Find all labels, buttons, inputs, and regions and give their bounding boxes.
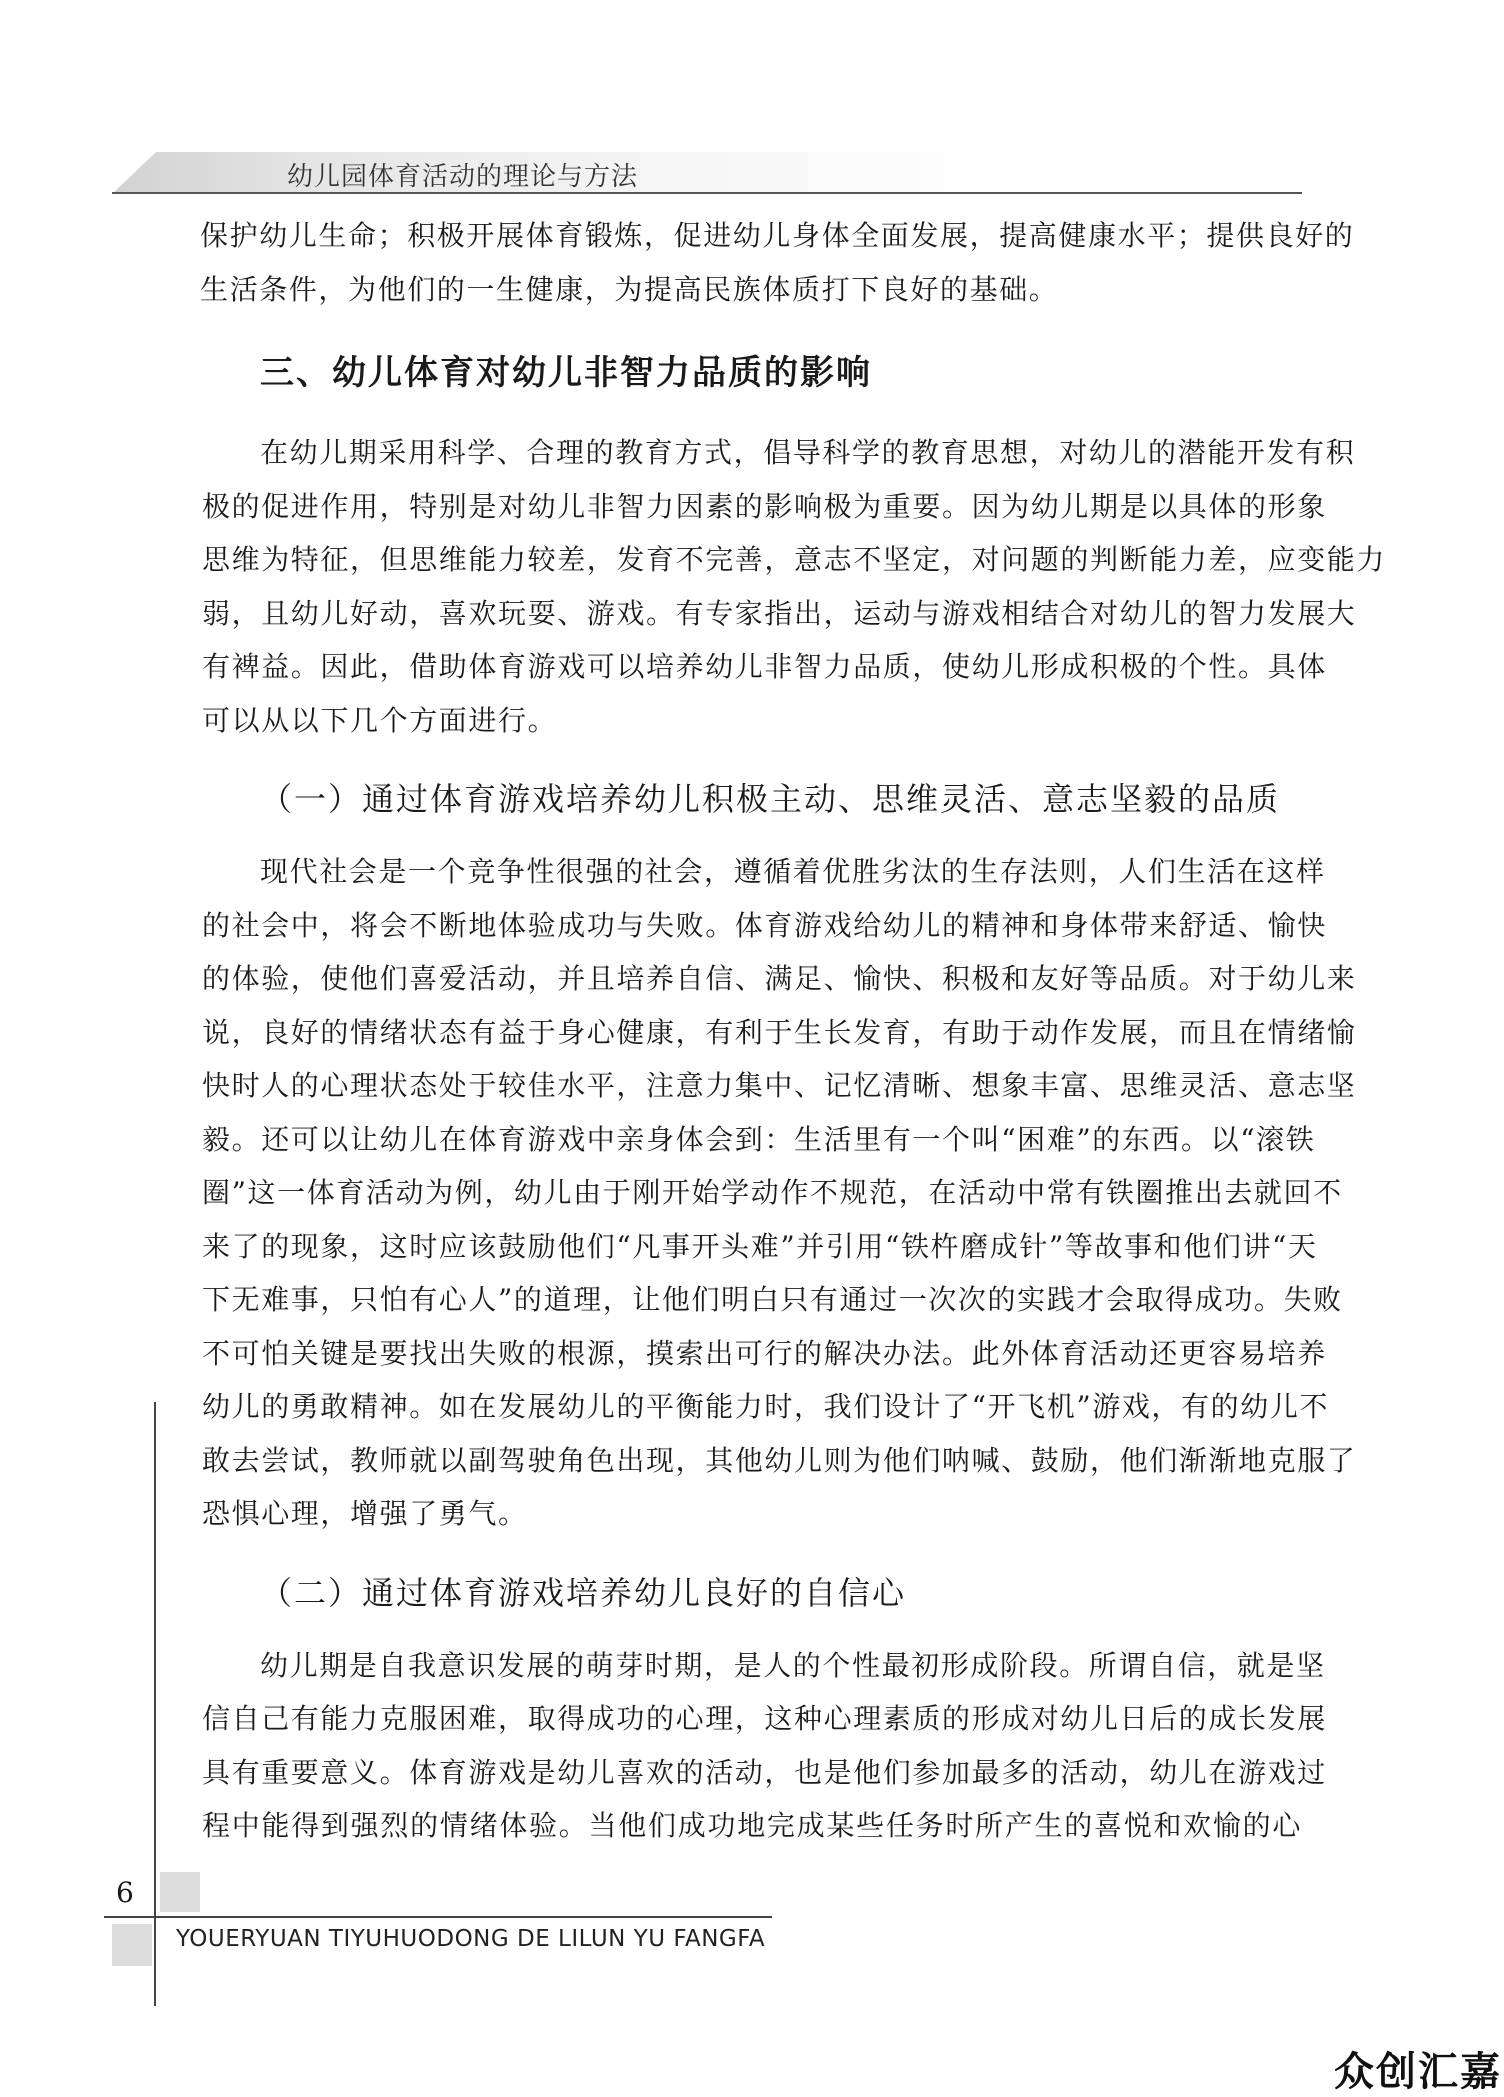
section-heading: 三、幼儿体育对幼儿非智力品质的影响 (260, 353, 872, 393)
text-line: 极的促进作用，特别是对幼儿非智力因素的影响极为重要。因为幼儿期是以具体的形象 (202, 489, 1327, 523)
text-line: 的社会中，将会不断地体验成功与失败。体育游戏给幼儿的精神和身体带来舒适、愉快 (202, 908, 1327, 942)
subsection-heading-2: （二）通过体育游戏培养幼儿良好的自信心 (260, 1573, 907, 1612)
text-line: 幼儿的勇敢精神。如在发展幼儿的平衡能力时，我们设计了“开飞机”游戏，有的幼儿不 (202, 1390, 1330, 1423)
footer-gray-square (160, 1872, 200, 1912)
intro-paragraph (200, 209, 1355, 316)
paragraph-2 (202, 845, 1357, 1541)
text-line: 敢去尝试，教师就以副驾驶角色出现，其他幼儿则为他们呐喊、鼓励，他们渐渐地克服了 (202, 1443, 1357, 1477)
watermark-logo: 众创汇嘉 (1334, 2049, 1502, 2095)
header-rule (112, 192, 1302, 194)
text-line: 在幼儿期采用科学、合理的教育方式，倡导科学的教育思想，对幼儿的潜能开发有积 (260, 436, 1356, 469)
text-line: 下无难事，只怕有心人”的道理，让他们明白只有通过一次次的实践才会取得成功。失败 (202, 1283, 1343, 1316)
text-line: 生活条件，为他们的一生健康，为提高民族体质打下良好的基础。 (200, 272, 1059, 306)
paragraph-1 (202, 426, 1387, 747)
text-line: 说，良好的情绪状态有益于身心健康，有利于生长发育，有助于动作发展，而且在情绪愉 (202, 1015, 1357, 1049)
text-line: 程中能得到强烈的情绪体验。当他们成功地完成某些任务时所产生的喜悦和欢愉的心 (202, 1809, 1302, 1842)
page-number: 6 (116, 1876, 134, 1909)
text-line: 圈”这一体育活动为例，幼儿由于刚开始学动作不规范，在活动中常有铁圈推出去就回不 (202, 1176, 1343, 1209)
text-line: 恐惧心理，增强了勇气。 (202, 1497, 528, 1530)
text-line: 具有重要意义。体育游戏是幼儿喜欢的活动，也是他们参加最多的活动，幼儿在游戏过 (202, 1755, 1327, 1789)
running-header-title: 幼儿园体育活动的理论与方法 (287, 162, 639, 192)
subsection-heading-1: （一）通过体育游戏培养幼儿积极主动、思维灵活、意志坚毅的品质 (260, 780, 1281, 818)
text-line: 毅。还可以让幼儿在体育游戏中亲身体会到：生活里有一个叫“困难”的东西。以“滚铁 (202, 1122, 1316, 1156)
text-line: 来了的现象，这时应该鼓励他们“凡事开头难”并引用“铁杵磨成针”等故事和他们讲“天 (202, 1229, 1318, 1263)
text-line: 保护幼儿生命；积极开展体育锻炼，促进幼儿身体全面发展，提高健康水平；提供良好的 (200, 219, 1355, 252)
text-line: 现代社会是一个竞争性很强的社会，遵循着优胜劣汰的生存法则，人们生活在这样 (260, 855, 1326, 888)
paragraph-3 (202, 1639, 1327, 1853)
text-line: 思维为特征，但思维能力较差，发育不完善，意志不坚定，对问题的判断能力差，应变能力 (202, 543, 1387, 576)
text-line: 有裨益。因此，借助体育游戏可以培养幼儿非智力品质，使幼儿形成积极的个性。具体 (202, 650, 1327, 683)
footer-gray-square (112, 1924, 152, 1966)
text-line: 快时人的心理状态处于较佳水平，注意力集中、记忆清晰、想象丰富、思维灵活、意志坚 (202, 1069, 1357, 1102)
text-line: 可以从以下几个方面进行。 (202, 703, 558, 737)
footer-rule (104, 1916, 772, 1918)
footer-running-title: YOUERYUAN TIYUHUODONG DE LILUN YU FANGFA (176, 1926, 766, 1952)
page-content (200, 209, 1387, 1853)
text-line: 幼儿期是自我意识发展的萌芽时期，是人的个性最初形成阶段。所谓自信，就是坚 (260, 1648, 1326, 1682)
text-line: 弱，且幼儿好动，喜欢玩耍、游戏。有专家指出，运动与游戏相结合对幼儿的智力发展大 (202, 596, 1357, 630)
text-line: 不可怕关键是要找出失败的根源，摸索出可行的解决办法。此外体育活动还更容易培养 (202, 1336, 1327, 1370)
text-line: 的体验，使他们喜爱活动，并且培养自信、满足、愉快、积极和友好等品质。对于幼儿来 (202, 962, 1357, 995)
text-line: 信自己有能力克服困难，取得成功的心理，这种心理素质的形成对幼儿日后的成长发展 (202, 1702, 1327, 1735)
